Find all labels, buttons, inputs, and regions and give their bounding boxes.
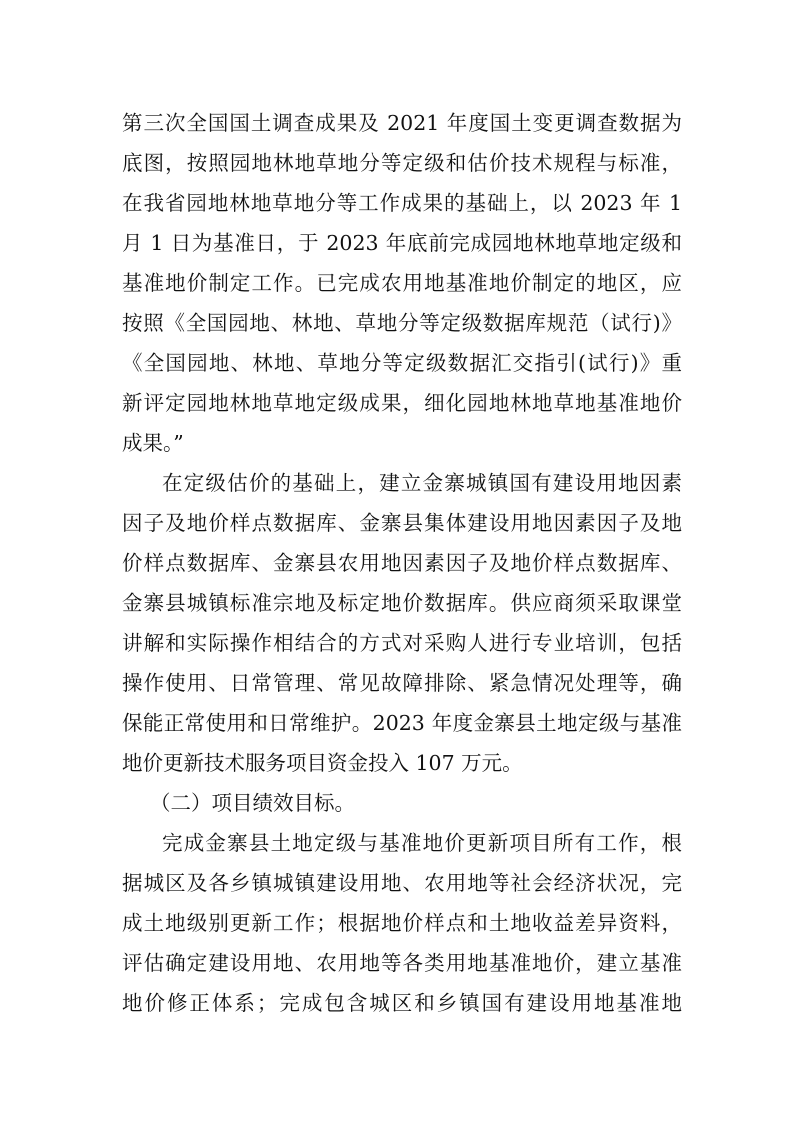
text-line: 地价修正体系；完成包含城区和乡镇国有建设用地基准地 bbox=[122, 991, 682, 1015]
text-line: 地价更新技术服务项目资金投入 107 万元。 bbox=[122, 751, 523, 775]
text-line: 评估确定建设用地、农用地等各类用地基准地价，建立基准 bbox=[122, 951, 682, 975]
text-line: 成土地级别更新工作；根据地价样点和土地收益差异资料， bbox=[122, 911, 682, 935]
text-line: 讲解和实际操作相结合的方式对采购人进行专业培训，包括 bbox=[122, 631, 682, 655]
text-line: 底图，按照园地林地草地分等定级和估价技术规程与标准， bbox=[122, 151, 682, 175]
text-line: 金寨县城镇标准宗地及标定地价数据库。供应商须采取课堂 bbox=[122, 591, 682, 615]
text-line: 基准地价制定工作。已完成农用地基准地价制定的地区，应 bbox=[122, 271, 682, 295]
text-line: 保能正常使用和日常维护。2023 年度金寨县土地定级与基准 bbox=[122, 711, 682, 735]
text-line: 据城区及各乡镇城镇建设用地、农用地等社会经济状况，完 bbox=[122, 871, 682, 895]
paragraph-first-line: 在定级估价的基础上，建立金寨城镇国有建设用地因素 bbox=[162, 471, 682, 495]
text-line: 《全国园地、林地、草地分等定级数据汇交指引(试行)》重 bbox=[122, 351, 682, 375]
text-line: 成果。” bbox=[122, 431, 184, 455]
text-line: 新评定园地林地草地定级成果，细化园地林地草地基准地价 bbox=[122, 391, 682, 415]
text-line: 第三次全国国土调查成果及 2021 年度国土变更调查数据为 bbox=[122, 111, 682, 135]
text-line: 因子及地价样点数据库、金寨县集体建设用地因素因子及地 bbox=[122, 511, 682, 535]
text-line: 按照《全国园地、林地、草地分等定级数据库规范（试行)》 bbox=[122, 311, 682, 335]
section-heading: （二）项目绩效目标。 bbox=[150, 791, 355, 815]
text-line: 在我省园地林地草地分等工作成果的基础上，以 2023 年 1 bbox=[122, 191, 682, 215]
text-line: 价样点数据库、金寨县农用地因素因子及地价样点数据库、 bbox=[122, 551, 682, 575]
paragraph-first-line: 完成金寨县土地定级与基准地价更新项目所有工作，根 bbox=[162, 831, 682, 855]
text-line: 月 1 日为基准日，于 2023 年底前完成园地林地草地定级和 bbox=[122, 231, 682, 255]
text-line: 操作使用、日常管理、常见故障排除、紧急情况处理等，确 bbox=[122, 671, 682, 695]
